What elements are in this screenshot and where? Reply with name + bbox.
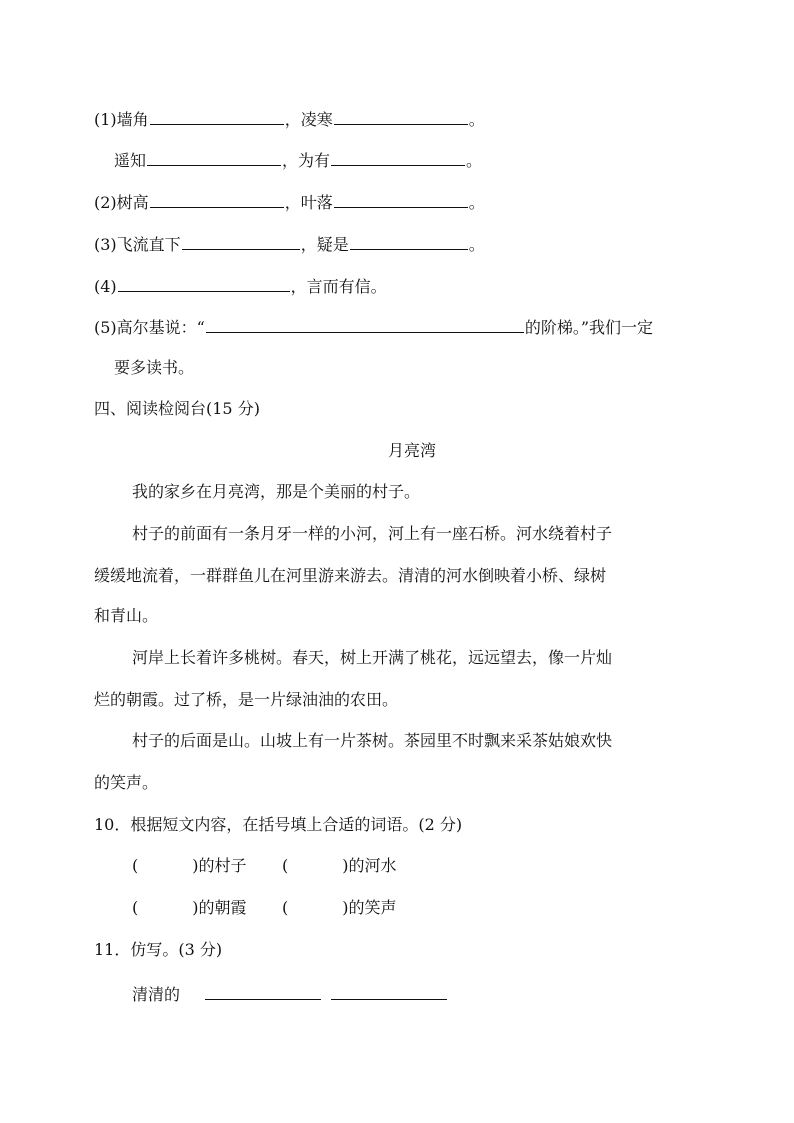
passage-p2-line3: 和青山。 xyxy=(94,606,159,625)
q4-end: ，言而有信。 xyxy=(290,277,387,296)
q11-prompt: 清清的 xyxy=(132,985,181,1004)
passage-p2-line1: 村子的前面有一条月牙一样的小河，河上有一座石桥。河水绕着村子 xyxy=(132,524,613,543)
q1-prefix: 墙角 xyxy=(116,110,149,129)
q10-item-3[interactable]: ( )的朝霞 xyxy=(132,898,247,917)
q1b-prefix: 遥知 xyxy=(114,151,147,170)
q3-end: 。 xyxy=(468,235,485,254)
q11-stem: 11．仿写。(3 分) xyxy=(94,940,223,959)
passage-p1: 我的家乡在月亮湾，那是个美丽的村子。 xyxy=(132,482,421,501)
passage-title: 月亮湾 xyxy=(388,441,437,460)
q10-item-4[interactable]: ( )的笑声 xyxy=(282,898,397,917)
section-heading: 四、阅读检阅台(15 分) xyxy=(94,399,260,418)
q5-line-2 xyxy=(114,358,194,378)
q11-blank-1[interactable] xyxy=(205,983,321,1000)
q11-blank-2[interactable] xyxy=(331,983,447,1000)
q1b-blank-2[interactable] xyxy=(331,149,465,166)
q1b-blank-1[interactable] xyxy=(147,149,281,166)
q4-number: (4) xyxy=(94,277,117,296)
q10-item-2[interactable]: ( )的河水 xyxy=(282,856,397,875)
q4-blank[interactable] xyxy=(118,275,290,292)
q1b-end: 。 xyxy=(466,151,483,170)
passage-p3-line1: 河岸上长着许多桃树。春天，树上开满了桃花，远远望去，像一片灿 xyxy=(132,648,613,667)
q5-end: 的阶梯。”我们一定 xyxy=(524,318,654,337)
q1-line-2 xyxy=(114,149,482,171)
q3-middle: ，疑是 xyxy=(300,235,349,254)
q5-line-1 xyxy=(94,316,653,338)
q4-line xyxy=(94,275,387,297)
q2-line xyxy=(94,191,485,213)
q10-item-1[interactable]: ( )的村子 xyxy=(132,856,247,875)
q1-end: 。 xyxy=(468,110,485,129)
q5-number: (5) xyxy=(94,318,117,337)
q2-blank-2[interactable] xyxy=(334,191,468,208)
q1b-middle: ，为有 xyxy=(282,151,331,170)
q11-row xyxy=(132,983,448,1005)
q10-row-2 xyxy=(132,898,397,918)
passage-p2-line2: 缓缓地流着，一群群鱼儿在河里游来游去。清清的河水倒映着小桥、绿树 xyxy=(94,566,607,585)
q5-continuation: 要多读书。 xyxy=(114,358,195,377)
passage-p3-line2: 烂的朝霞。过了桥，是一片绿油油的农田。 xyxy=(94,690,399,709)
q1-blank-2[interactable] xyxy=(334,108,468,125)
q1-blank-1[interactable] xyxy=(150,108,284,125)
passage-p4-line2: 的笑声。 xyxy=(94,773,159,792)
q3-blank-1[interactable] xyxy=(182,233,300,250)
q1-line-1 xyxy=(94,108,485,130)
q5-prefix: 高尔基说：“ xyxy=(116,318,205,337)
q1-number: (1) xyxy=(94,110,117,129)
q2-middle: ，叶落 xyxy=(284,193,333,212)
q2-end: 。 xyxy=(468,193,485,212)
q3-prefix: 飞流直下 xyxy=(116,235,181,254)
q2-number: (2) xyxy=(94,193,117,212)
q10-row-1 xyxy=(132,856,397,876)
q3-line xyxy=(94,233,485,255)
q3-blank-2[interactable] xyxy=(350,233,468,250)
q1-middle: ，凌寒 xyxy=(284,110,333,129)
passage-p4-line1: 村子的后面是山。山坡上有一片茶树。茶园里不时飘来采茶姑娘欢快 xyxy=(132,731,613,750)
q5-blank[interactable] xyxy=(206,316,524,333)
q3-number: (3) xyxy=(94,235,117,254)
q2-blank-1[interactable] xyxy=(150,191,284,208)
q2-prefix: 树高 xyxy=(116,193,149,212)
q10-stem: 10．根据短文内容，在括号填上合适的词语。(2 分) xyxy=(94,815,463,834)
